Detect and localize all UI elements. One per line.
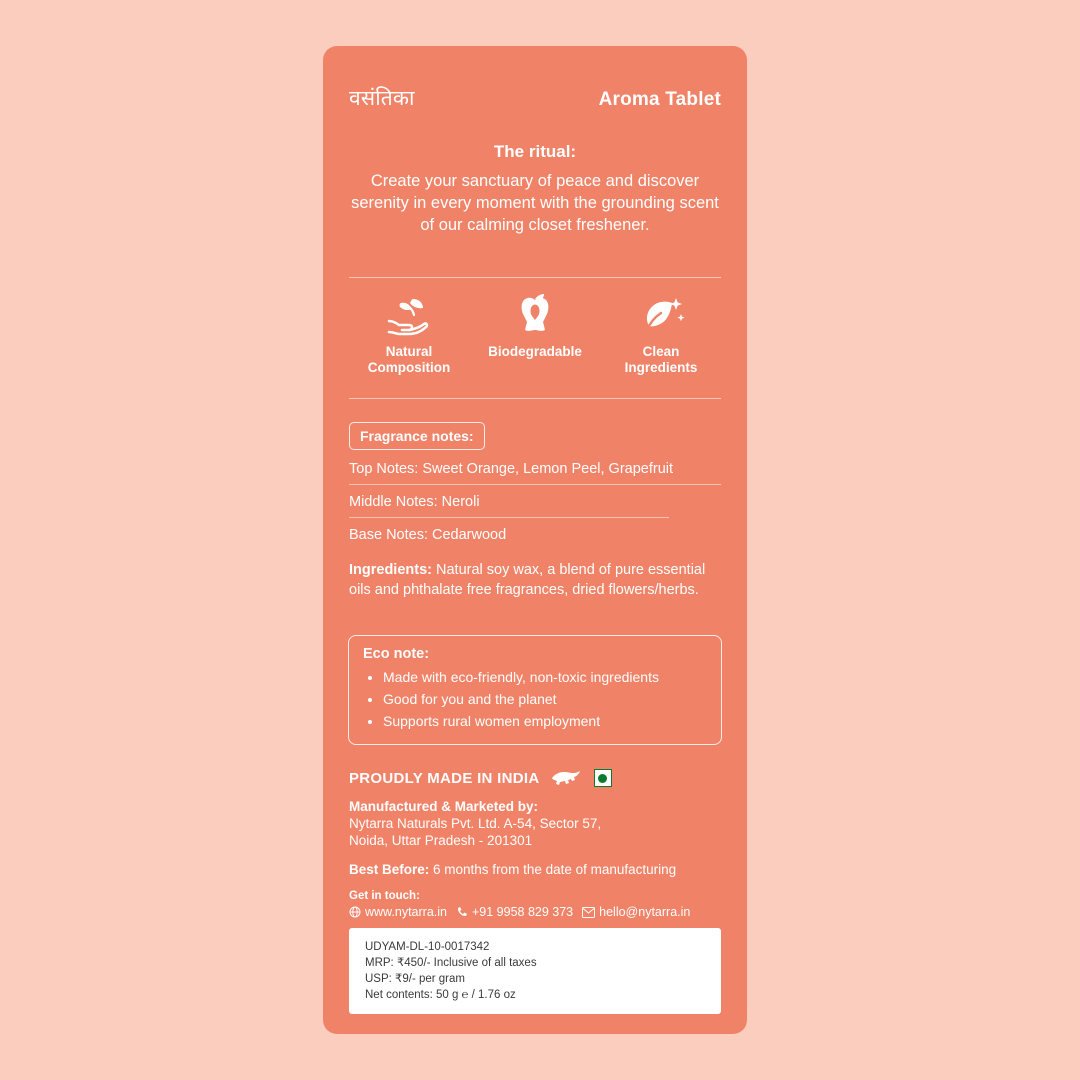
feature-label: Biodegradable	[488, 344, 582, 359]
manufacturer-line-2: Noida, Uttar Pradesh - 201301	[349, 833, 533, 848]
ritual-section	[347, 142, 723, 236]
india-map-icon	[550, 769, 584, 787]
get-in-touch-title: Get in touch:	[349, 890, 420, 902]
product-label-panel	[323, 46, 747, 1034]
brand-row	[349, 84, 721, 112]
product-name: Aroma Tablet	[598, 89, 721, 110]
feature-biodegradable	[475, 292, 595, 360]
ingredients-block	[349, 560, 721, 600]
veg-mark-icon	[594, 769, 612, 787]
fragrance-notes-heading: Fragrance notes:	[349, 422, 485, 450]
feature-badges	[349, 292, 721, 376]
envelope-icon	[582, 907, 595, 918]
best-before-value: 6 months from the date of manufacturing	[429, 862, 677, 877]
feature-label: Clean Ingredients	[624, 344, 698, 375]
made-in-india-row	[349, 769, 612, 787]
made-in-india-text: PROUDLY MADE IN INDIA	[349, 769, 540, 787]
best-before-label: Best Before:	[349, 862, 430, 877]
fragrance-top-notes: Top Notes: Sweet Orange, Lemon Peel, Grapefruit	[349, 461, 721, 485]
mrp-line: MRP: ₹450/- Inclusive of all taxes	[365, 957, 537, 969]
website-text: www.nytarra.in	[365, 905, 447, 919]
website-contact[interactable]	[349, 905, 447, 919]
contact-row	[349, 905, 727, 919]
best-before-row	[349, 862, 721, 877]
leaf-sparkle-icon	[601, 292, 721, 338]
divider-bottom	[349, 398, 721, 399]
manufacturer-line-1: Nytarra Naturals Pvt. Ltd. A-54, Sector 57,	[349, 816, 602, 831]
manufacturer-heading: Manufactured & Marketed by:	[349, 799, 539, 814]
usp-line: USP: ₹9/- per gram	[365, 973, 465, 985]
phone-icon	[456, 906, 468, 918]
feature-clean-ingredients	[601, 292, 721, 376]
eco-note-box	[348, 635, 722, 745]
legal-info-box	[349, 928, 721, 1014]
phone-text: +91 9958 829 373	[471, 905, 574, 919]
list-item: • Supports rural women employment	[383, 710, 707, 732]
phone-contact[interactable]	[456, 905, 573, 919]
eco-note-list	[363, 666, 707, 732]
ritual-body: Create your sanctuary of peace and discover serenity in every moment with the grounding scent of our calming closet freshener.	[351, 172, 719, 234]
brand-name-devanagari: वसंतिका	[349, 87, 415, 110]
hand-leaf-icon	[349, 292, 469, 338]
apple-core-icon	[475, 292, 595, 338]
list-item: • Made with eco-friendly, non-toxic ingredients	[383, 666, 707, 688]
manufacturer-block	[349, 798, 721, 849]
list-item: • Good for you and the planet	[383, 688, 707, 710]
ritual-title: The ritual:	[493, 142, 577, 161]
udyam-number: UDYAM-DL-10-0017342	[365, 941, 490, 953]
ingredients-label: Ingredients:	[349, 562, 432, 578]
divider-top	[349, 277, 721, 278]
fragrance-middle-notes: Middle Notes: Neroli	[349, 494, 669, 518]
ingredients-text: Natural soy wax, a blend of pure essential oils and phthalate free fragrances, dried flowers/herbs.	[349, 562, 706, 598]
fragrance-base-notes: Base Notes: Cedarwood	[349, 527, 507, 543]
net-contents-line: Net contents: 50 g ℮ / 1.76 oz	[365, 989, 516, 1001]
feature-natural-composition	[349, 292, 469, 376]
feature-label: Natural Composition	[367, 344, 451, 375]
eco-note-title: Eco note:	[363, 646, 430, 662]
globe-icon	[349, 906, 361, 918]
email-text: hello@nytarra.in	[599, 905, 691, 919]
email-contact[interactable]	[582, 905, 690, 919]
